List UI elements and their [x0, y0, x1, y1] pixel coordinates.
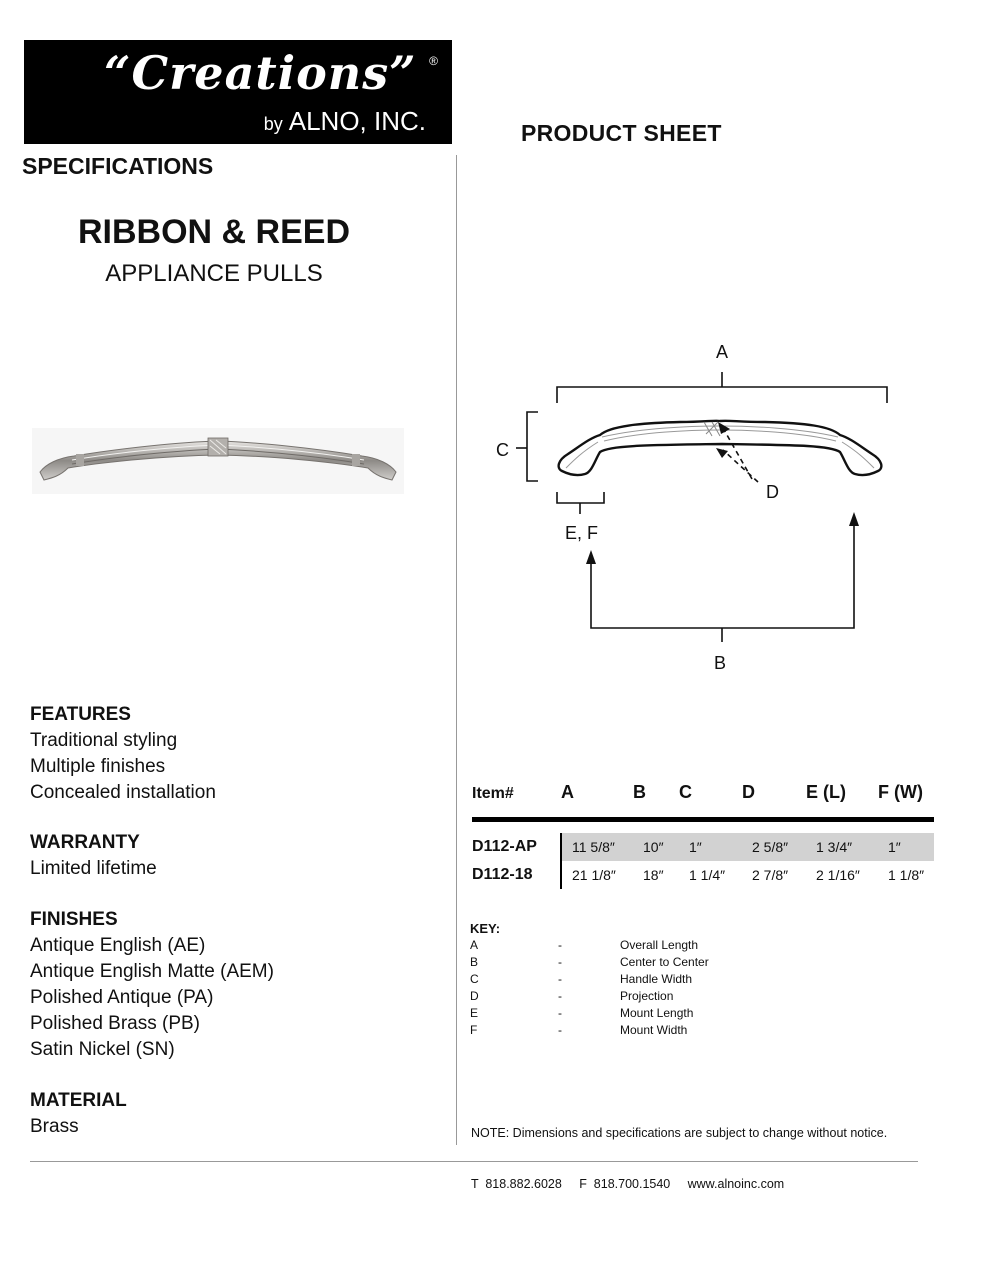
column-divider — [456, 155, 457, 1145]
key-dash: - — [558, 938, 562, 952]
registered-mark: ® — [429, 54, 438, 68]
cell-d: 2 5/8″ — [742, 833, 806, 861]
dimension-key — [470, 920, 709, 1039]
col-header-e: E (L) — [806, 782, 846, 802]
cell-e: 1 3/4″ — [806, 833, 878, 861]
fax-number: F 818.700.1540 — [579, 1177, 671, 1191]
item-number: D112-18 — [472, 861, 561, 889]
key-desc: Mount Width — [620, 1023, 688, 1037]
product-name: RIBBON & REED — [77, 213, 351, 251]
key-entry — [470, 971, 709, 988]
finishes-heading: FINISHES — [30, 909, 118, 930]
finish-item: Antique English (AE) — [30, 935, 206, 956]
material-heading: MATERIAL — [30, 1090, 127, 1111]
col-header-b: B — [633, 782, 646, 802]
logo-company-name: ALNO, INC. — [288, 106, 426, 136]
brand-logo — [24, 40, 452, 144]
col-header-item: Item# — [472, 785, 514, 802]
label-ef: E, F — [565, 523, 599, 543]
col-header-d: D — [742, 782, 755, 802]
key-dash: - — [558, 1023, 562, 1037]
key-desc: Center to Center — [620, 955, 709, 969]
product-sheet-title: PRODUCT SHEET — [521, 120, 722, 146]
logo-by-text: by — [263, 114, 283, 134]
finish-item: Polished Antique (PA) — [30, 987, 214, 1008]
cell-b: 18″ — [643, 867, 664, 883]
key-dash: - — [558, 955, 562, 969]
key-letter: D — [470, 989, 479, 1003]
header-rule — [472, 817, 934, 822]
cell-b: 10″ — [633, 833, 679, 861]
finish-item: Antique English Matte (AEM) — [30, 961, 274, 982]
key-desc: Mount Length — [620, 1006, 694, 1020]
key-entry — [470, 988, 709, 1005]
cell-c: 1″ — [679, 833, 742, 861]
finishes-section — [30, 907, 274, 1063]
website-link[interactable]: www.alnoinc.com — [687, 1177, 785, 1191]
cell-f: 1 1/8″ — [888, 867, 925, 883]
table-row — [472, 861, 934, 889]
material-section — [30, 1088, 127, 1140]
pull-dimension-drawing — [490, 330, 910, 680]
features-section — [30, 702, 216, 806]
dimensions-table — [472, 777, 934, 889]
contact-footer — [471, 1177, 784, 1191]
col-header-a: A — [561, 782, 574, 802]
key-desc: Handle Width — [620, 972, 693, 986]
material-item: Brass — [30, 1116, 79, 1137]
key-letter: C — [470, 972, 479, 986]
cell-c: 1 1/4″ — [689, 867, 726, 883]
key-dash: - — [558, 1006, 562, 1020]
product-photo — [32, 428, 404, 494]
logo-script-text: “Creations” — [104, 46, 417, 100]
label-d: D — [766, 482, 779, 502]
key-letter: E — [470, 1006, 479, 1020]
cell-d: 2 7/8″ — [752, 867, 789, 883]
key-dash: - — [558, 972, 562, 986]
dimension-diagram — [490, 330, 910, 685]
key-desc: Projection — [620, 989, 674, 1003]
appliance-pull-photo-icon — [32, 428, 404, 494]
key-letter: F — [470, 1023, 478, 1037]
cell-a: 11 5/8″ — [561, 833, 633, 861]
key-letter: A — [470, 938, 479, 952]
disclaimer-note: NOTE: Dimensions and specifications are subject to change without notice. — [471, 1126, 888, 1140]
item-number: D112-AP — [472, 833, 561, 861]
feature-item: Concealed installation — [30, 782, 216, 803]
finish-item: Polished Brass (PB) — [30, 1013, 201, 1034]
phone-number: T 818.882.6028 — [471, 1177, 562, 1191]
cell-f: 1″ — [878, 833, 934, 861]
cell-e: 2 1/16″ — [816, 867, 860, 883]
key-entry — [470, 937, 709, 954]
feature-item: Multiple finishes — [30, 756, 166, 777]
key-desc: Overall Length — [620, 938, 699, 952]
table-row — [472, 833, 934, 861]
product-type: APPLIANCE PULLS — [105, 260, 323, 287]
label-a: A — [716, 342, 729, 362]
key-dash: - — [558, 989, 562, 1003]
footer-divider — [30, 1161, 918, 1162]
label-c: C — [496, 440, 509, 460]
col-header-f: F (W) — [878, 782, 923, 802]
key-entry — [470, 1022, 709, 1039]
specifications-heading: SPECIFICATIONS — [22, 153, 214, 179]
finish-item: Satin Nickel (SN) — [30, 1039, 175, 1060]
feature-item: Traditional styling — [30, 730, 178, 751]
col-header-c: C — [679, 782, 692, 802]
key-entry — [470, 954, 709, 971]
key-letter: B — [470, 955, 479, 969]
warranty-heading: WARRANTY — [30, 832, 140, 853]
warranty-item: Limited lifetime — [30, 858, 157, 879]
logo-company — [264, 106, 426, 137]
features-heading: FEATURES — [30, 704, 131, 725]
label-b: B — [714, 653, 727, 673]
warranty-section — [30, 830, 157, 882]
key-entry — [470, 1005, 709, 1022]
cell-a: 21 1/8″ — [572, 867, 616, 883]
key-heading: KEY: — [470, 921, 501, 936]
